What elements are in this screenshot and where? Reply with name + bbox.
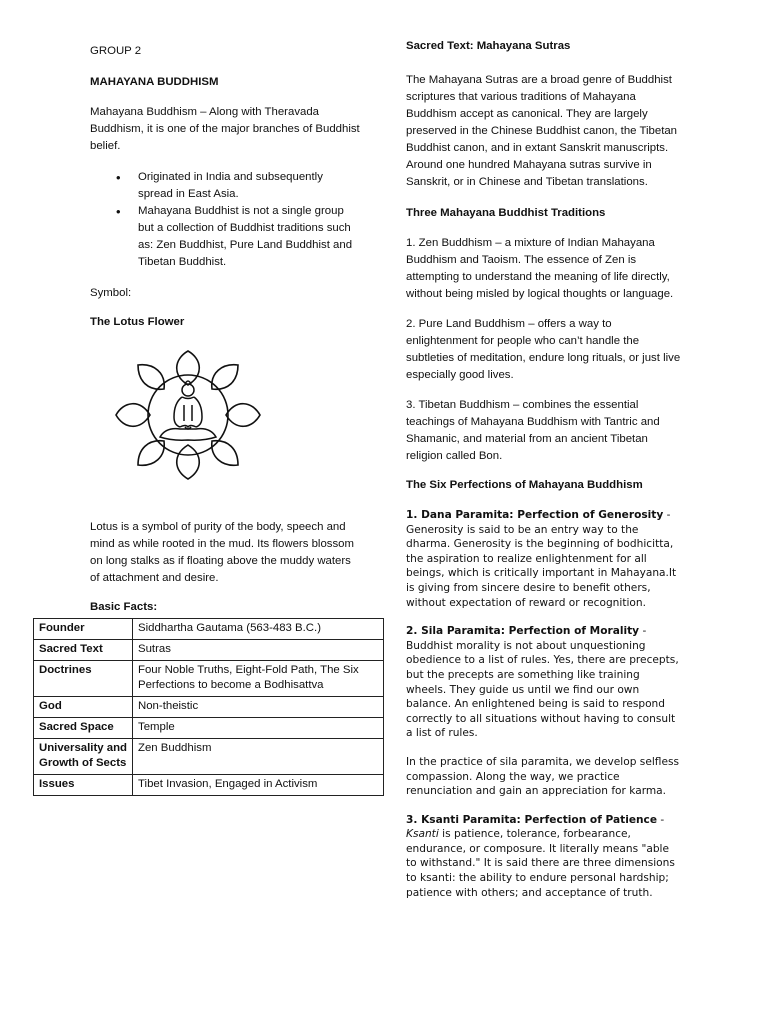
fact-key: Sacred Space [34, 718, 133, 739]
perfection-sep: - [639, 625, 647, 638]
perfection-title: 1. Dana Paramita: Perfection of Generosity [406, 509, 664, 521]
left-column [90, 40, 360, 616]
fact-value: Non-theistic [133, 697, 384, 718]
perfection-body: is patience, tolerance, forbearance, endurance, or composure. It literally means "able to withstand." It is said there are three dimensions to ksanti: the ability to endure personal hardship; patience with others; and acceptance of truth. [406, 828, 675, 899]
group-label: GROUP 2 [90, 45, 142, 57]
perfections-heading: The Six Perfections of Mahayana Buddhism [406, 479, 643, 491]
tradition-item: 2. Pure Land Buddhism – offers a way to enlightenment for people who can’t handle the subtleties of meditation, endure long rituals, or just live especially good lives. [406, 318, 681, 381]
fact-value: Siddhartha Gautama (563-483 B.C.) [133, 619, 384, 640]
fact-key: God [34, 697, 133, 718]
perfection-item [406, 624, 682, 741]
lotus-petals [116, 351, 260, 479]
fact-key: Founder [34, 619, 133, 640]
fact-value: Sutras [133, 640, 384, 661]
table-row [34, 697, 384, 718]
traditions-heading: Three Mahayana Buddhist Traditions [406, 207, 606, 219]
perfection-item [406, 813, 682, 901]
perfection-italic: Ksanti [406, 828, 439, 841]
right-column [406, 38, 682, 900]
fact-key: Sacred Text [34, 640, 133, 661]
fact-key: Issues [34, 775, 133, 796]
perfection-item [406, 755, 682, 799]
basic-facts-label: Basic Facts: [90, 601, 158, 613]
perfection-title: 2. Sila Paramita: Perfection of Morality [406, 625, 640, 638]
tradition-item: 1. Zen Buddhism – a mixture of Indian Mahayana Buddhism and Taoism. The essence of Zen is attempting to understand the meaning of life directly, without being misled by logical thoughts or language. [406, 237, 674, 300]
fact-value: Temple [133, 718, 384, 739]
lotus-description: Lotus is a symbol of purity of the body, speech and mind as while rooted in the mud. Its flowers blossom on long stalks as if floating above the muddy waters of attachment and desire. [90, 521, 354, 584]
list-item: • Originated in India and subsequently spread in East Asia. [138, 169, 360, 203]
table-row [34, 619, 384, 640]
perfection-body: Buddhist morality is not about unquestioning obedience to a list of rules. Yes, there are precepts, but the precepts are something like training wheels. They guide us until we find our own balance. An enlightened being is said to respond correctly to all situations without having to consult a list of rules. [406, 639, 679, 740]
fact-key: Universality and Growth of Sects [34, 739, 133, 775]
fact-key: Doctrines [34, 661, 133, 697]
fact-value: Tibet Invasion, Engaged in Activism [133, 775, 384, 796]
lotus-buddha-icon [108, 345, 268, 485]
symbol-title: The Lotus Flower [90, 316, 185, 328]
perfection-item [406, 508, 682, 610]
page-title: MAHAYANA BUDDHISM [90, 76, 219, 88]
fact-value: Zen Buddhism [133, 739, 384, 775]
perfection-body: Generosity is said to be an entry way to the dharma. Generosity is the beginning of bodhicitta, the aspiration to realize enlightenment for all beings, which is critically important in Mahayana.It is giving from sincere desire to benefit others, without expectation of reward or recognition. [406, 523, 677, 609]
bullet-list [90, 169, 360, 271]
table-row [34, 640, 384, 661]
perfection-sep: - [663, 509, 671, 521]
intro-paragraph: Mahayana Buddhism – Along with Theravada Buddhism, it is one of the major branches of Buddhist belief. [90, 106, 360, 152]
basic-facts-table [33, 618, 384, 796]
sacred-text-body: The Mahayana Sutras are a broad genre of Buddhist scriptures that various traditions of Mahayana Buddhism accept as canonical. They are largely preserved in the Chinese Buddhist canon, the Tibetan Buddhist canon, and in extant Sanskrit manuscripts. Around one hundred Mahayana sutras survive in Sanskrit, or in Chinese and Tibetan translations. [406, 74, 678, 188]
symbol-label: Symbol: [90, 287, 132, 299]
table-row [34, 739, 384, 775]
table-row [34, 661, 384, 697]
tradition-item: 3. Tibetan Buddhism – combines the essential teachings of Mahayana Buddhism with Tantric and Shamanic, and material from an ancient Tibetan religion called Bon. [406, 399, 660, 462]
list-item: • Mahayana Buddhist is not a single group but a collection of Buddhist traditions such as: Zen Buddhist, Pure Land Buddhist and Tibetan Buddhist. [138, 203, 360, 271]
perfection-title: 3. Ksanti Paramita: Perfection of Patience [406, 813, 658, 826]
perfection-sep: - [657, 813, 665, 826]
buddha-figure [160, 381, 216, 440]
sacred-text-heading: Sacred Text: Mahayana Sutras [406, 40, 571, 52]
perfection-body: In the practice of sila paramita, we develop selfless compassion. Along the way, we practice renunciation and gain an appreciation for karma. [406, 755, 680, 798]
table-row [34, 775, 384, 796]
table-row [34, 718, 384, 739]
fact-value: Four Noble Truths, Eight-Fold Path, The Six Perfections to become a Bodhisattva [133, 661, 384, 697]
